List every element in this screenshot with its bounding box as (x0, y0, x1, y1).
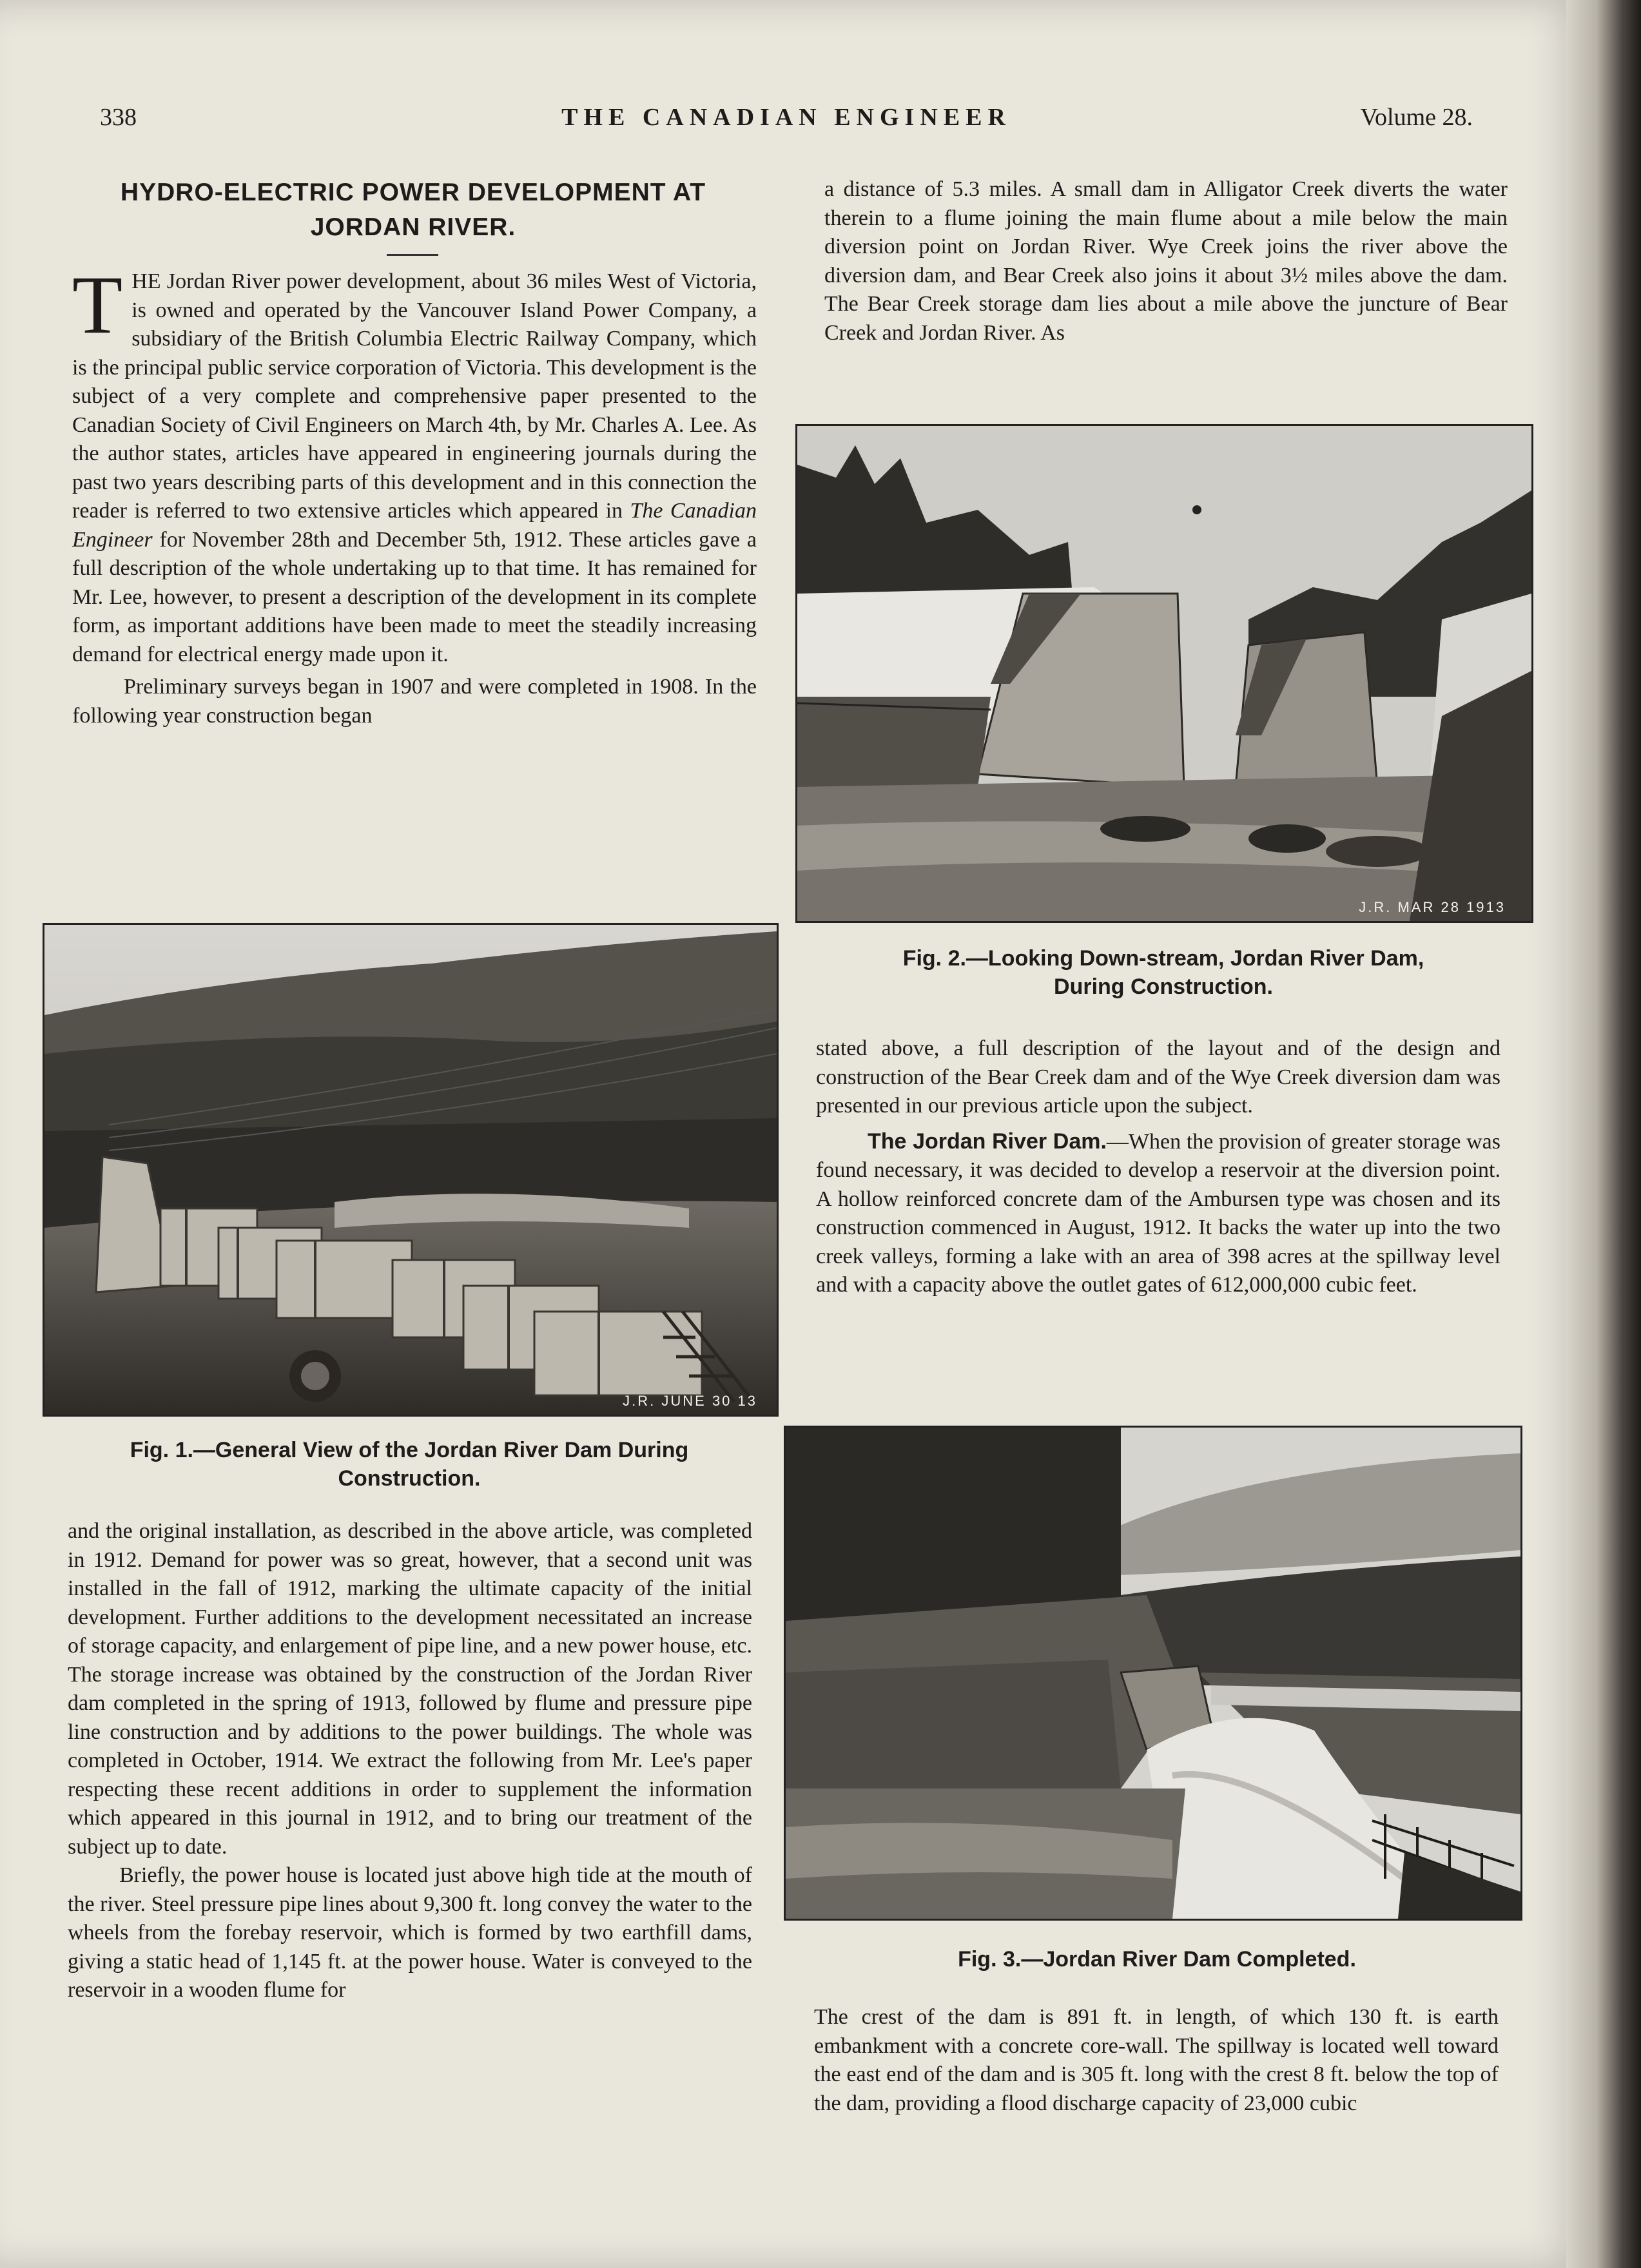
paragraph-stated-above: stated above, a full description of the layout and of the design and construction of the Bear Creek dam and of the Wye Creek diversion dam was presented in our previous article upon the subject. (816, 1036, 1500, 1118)
figure-2-caption-line1: Fig. 2.—Looking Down-stream, Jordan River Dam, (902, 946, 1424, 971)
left-column-top (72, 259, 757, 730)
figure-2-caption-line2: During Construction. (1054, 974, 1273, 999)
left-column-bottom (68, 1517, 752, 2005)
dam-completed-photo (786, 1428, 1520, 1919)
section-heading: The Jordan River Dam. (868, 1129, 1107, 1154)
paragraph-original-installation: and the original installation, as described in the above article, was completed in 1912. Demand for power was so great, however, that a second unit was installed in the fall of 1912, marking the ultimate capacity of the initial development. Further additions to the development necessitated an increase of storage capacity, and enlargement of pipe line, and a new power house, etc. The storage increase was obtained by the construction of the Jordan River dam completed in the spring of 1913, followed by flume and pressure pipe line construction and by additions to the power buildings. The whole was completed in October, 1914. We extract the following from Mr. Lee's paper respecting these recent additions in order to supplement the information which appeared in this journal in 1912, and to bring our treatment of the subject up to date. (68, 1519, 752, 1859)
figure-2-photo-note: J.R. MAR 28 1913 (1359, 899, 1506, 915)
page-header (100, 97, 1473, 135)
paragraph-power-house: Briefly, the power house is located just above high tide at the mouth of the river. Steel pressure pipe lines about 9,300 ft. long convey the water to the wheels from the forebay reservoir, which is formed by two earthfill dams, giving a static head of 1,145 ft. at the power house. Water is conveyed to the reservoir in a wooden flume for (68, 1863, 752, 2002)
paragraph-surveys: Preliminary surveys began in 1907 and were completed in 1908. In the following year construction began (72, 675, 757, 728)
figure-2-photo (795, 424, 1533, 923)
figure-1-caption: Fig. 1.—General View of the Jordan River Dam During Construction. (130, 1438, 689, 1491)
dam-construction-photo (44, 925, 777, 1415)
title-rule (387, 254, 438, 256)
drop-cap: T (72, 259, 123, 351)
right-column-bottom (814, 2003, 1499, 2118)
paragraph-crest: The crest of the dam is 891 ft. in length, of which 130 ft. is earth embankment with a concrete core-wall. The spillway is located well toward the east end of the dam and is 305 ft. long with the crest 8 ft. below the top of the dam, providing a flood discharge capacity of 23,000 cubic (814, 2005, 1499, 2115)
article-title (68, 175, 759, 245)
figure-2-caption (812, 944, 1515, 1001)
journal-reference: The Canadian Engineer (72, 499, 757, 552)
figure-1-photo (43, 923, 779, 1417)
page-edge-shadow (1566, 0, 1641, 2268)
paragraph-flume: a distance of 5.3 miles. A small dam in Alligator Creek diverts the water therein to a flume joining the main flume about a mile below the main diversion point on Jordan River. Wye Creek joins the river above the diversion dam, and Bear Creek also joins it about 3½ miles above the dam. The Bear Creek storage dam lies about a mile above the juncture of Bear Creek and Jordan River. As (824, 177, 1508, 345)
right-column-top (824, 175, 1508, 347)
volume-label: Volume 28. (1360, 104, 1473, 131)
paragraph-jordan-river-dam: The Jordan River Dam.—When the provision of greater storage was found necessary, it was decided to develop a reservoir at the diversion point. A hollow reinforced concrete dam of the Ambursen type was chosen and its construction commenced in August, 1912. It backs the water up into the two creek valleys, forming a lake with an area of 398 acres at the spillway level and with a capacity above the outlet gates of 612,000,000 cubic feet. (816, 1129, 1500, 1297)
dam-downstream-photo (797, 426, 1531, 921)
page-number: 338 (100, 104, 137, 131)
right-column-middle (816, 1034, 1500, 1300)
journal-title: THE CANADIAN ENGINEER (561, 104, 1011, 131)
figure-3-caption: Fig. 3.—Jordan River Dam Completed. (958, 1947, 1356, 1972)
figure-3-photo (784, 1426, 1522, 1921)
article-title-line2: JORDAN RIVER. (310, 213, 516, 241)
paragraph-intro: THE Jordan River power development, about 36 miles West of Victoria, is owned and operated by the Vancouver Island Power Company, a subsidiary of the British Columbia Electric Railway Company, which is the principal public service corporation of Victoria. This development is the subject of a very complete and comprehensive paper presented to the Canadian Society of Civil Engineers on March 4th, by Mr. Charles A. Lee. As the author states, articles have appeared in engineering journals during the past two years describing parts of this development and in this connection the reader is referred to two extensive articles which appeared in The Canadian Engineer for November 28th and December 5th, 1912. These articles gave a full description of the whole undertaking up to that time. It has remained for Mr. Lee, however, to present a description of the development in its complete form, as important additions have been made to meet the steadily increasing demand for electrical energy made upon it. (72, 259, 757, 666)
article-title-line1: HYDRO-ELECTRIC POWER DEVELOPMENT AT (120, 179, 706, 206)
figure-1-photo-note: J.R. JUNE 30 13 (623, 1393, 757, 1409)
